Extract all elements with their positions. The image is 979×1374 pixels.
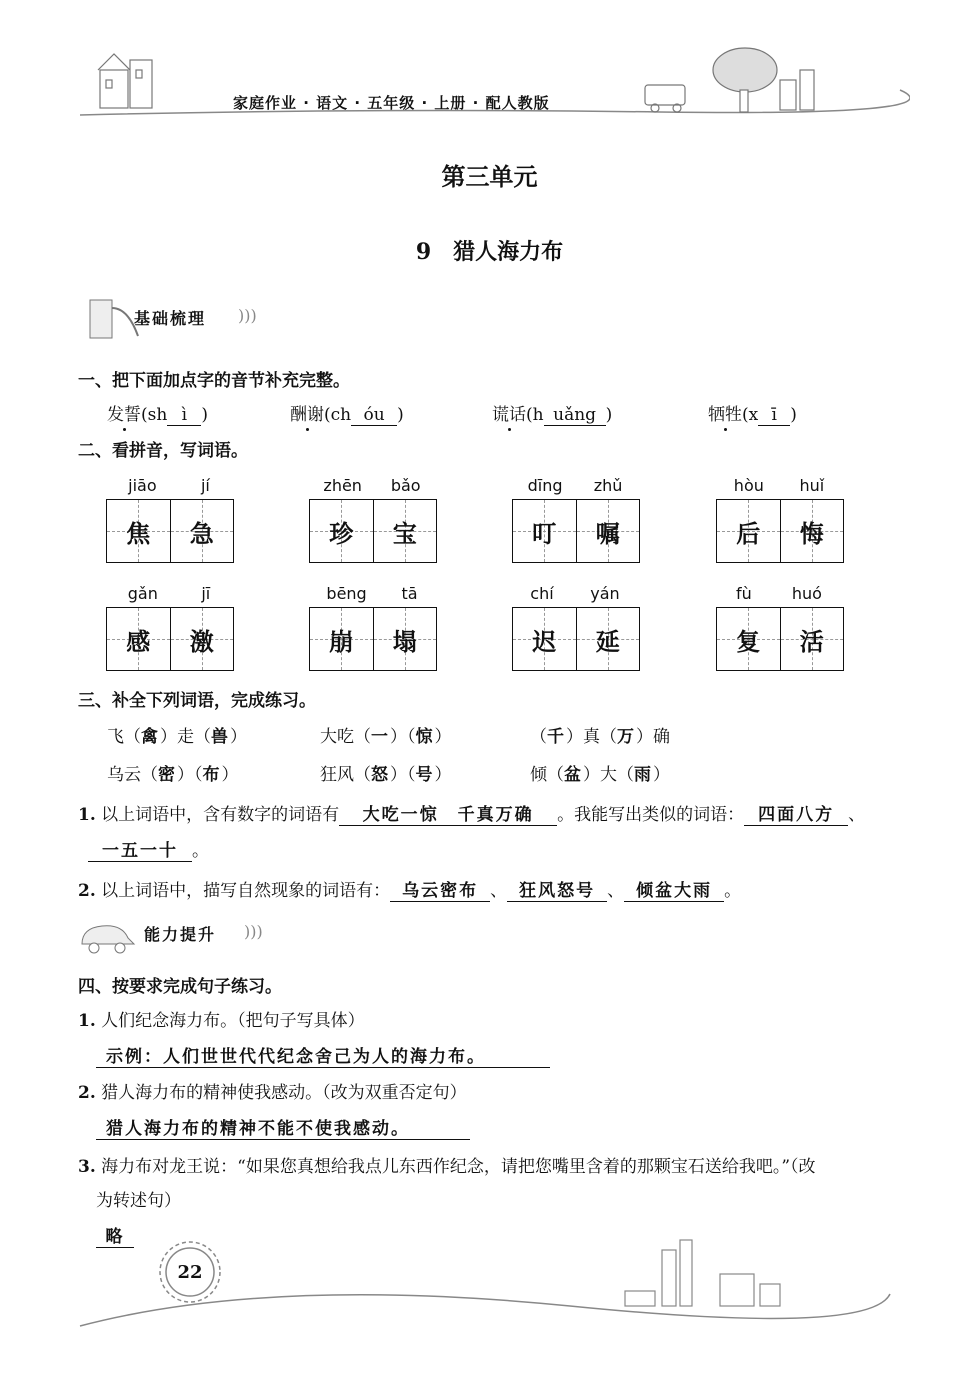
idiom-item: （千）真（万）确: [530, 727, 670, 747]
pinyin: yán: [590, 584, 620, 603]
char-grid: [512, 499, 640, 563]
pinyin-box: [106, 476, 234, 563]
pinyin-box: [716, 476, 844, 563]
q3-sub1: 1. 以上词语中，含有数字的词语有 大吃一惊 千真万确 。我能写出类似的词语： 四面八方 、: [78, 800, 865, 826]
idiom-item: 大吃（一）（惊）: [320, 727, 452, 747]
char: 悔: [799, 518, 824, 548]
house-icon: [98, 54, 152, 108]
car-icon: [645, 85, 685, 112]
char: 延: [595, 626, 620, 656]
pinyin: zhǔ: [593, 476, 623, 495]
header-title-text: 家庭作业 · 语文 · 五年级 · 上册 · 配人教版: [233, 94, 550, 112]
q4-title: 四、按要求完成句子练习。: [78, 977, 282, 997]
pinyin-row: [716, 584, 842, 603]
q1-prefix: h: [532, 405, 544, 425]
char: 急: [189, 518, 214, 548]
unit-title: 第三单元: [441, 162, 538, 191]
q1-item: 谎话(h uǎng ): [492, 405, 613, 425]
char: 崩: [329, 626, 354, 656]
q1-prefix: x: [748, 405, 759, 425]
q1-word: 谎话: [492, 405, 526, 425]
pinyin: bǎo: [390, 476, 421, 495]
pinyin-row: [106, 476, 232, 495]
char-grid: [106, 499, 234, 563]
footer-decoration: [70, 1236, 900, 1336]
badge-arcs: ))): [238, 306, 257, 325]
char: 叮: [532, 518, 557, 548]
pinyin-row: [106, 584, 232, 603]
pinyin: zhēn: [323, 476, 362, 495]
idiom-item: 狂风（怒）（号）: [320, 765, 452, 785]
pinyin: hòu: [733, 476, 764, 495]
q1-item: 发誓(sh ì ): [107, 405, 208, 425]
char: 嘱: [595, 518, 620, 548]
section-badge-ability-label: 能力提升: [144, 925, 217, 944]
char: 珍: [329, 518, 354, 548]
q1-answer: ì: [167, 405, 201, 426]
char-grid: [309, 607, 437, 671]
idiom-item: 乌云（密）（布）: [107, 765, 239, 785]
char: 塌: [392, 626, 417, 656]
tree-icon: [713, 48, 777, 112]
q4-sub2-answer: 猎人海力布的精神不能不使我感动。: [96, 1114, 470, 1140]
q1-answer: ī: [758, 405, 790, 426]
char: 活: [799, 626, 824, 656]
pinyin: chí: [530, 584, 554, 603]
pinyin: jí: [200, 476, 210, 495]
q3-sub2: 2. 以上词语中，描写自然现象的词语有： 乌云密布 、 狂风怒号 、 倾盆大雨 。: [78, 876, 741, 902]
pinyin-box: [309, 584, 437, 671]
pinyin: fù: [736, 584, 752, 603]
pinyin-row: [512, 584, 638, 603]
pinyin-box: [309, 476, 437, 563]
q1-prefix: ch: [330, 405, 352, 425]
char: 宝: [392, 518, 417, 548]
pinyin: tā: [401, 584, 418, 603]
badge-arcs: ))): [244, 922, 263, 941]
q3-title: 三、补全下列词语，完成练习。: [78, 691, 316, 711]
q4-sub3-answer: 略: [96, 1222, 134, 1248]
char-grid: [106, 607, 234, 671]
pinyin: dīng: [527, 476, 563, 495]
char: 迟: [532, 626, 557, 656]
buildings-icon: [780, 70, 814, 110]
lesson-title: 9 猎人海力布: [415, 239, 564, 265]
page-number: 22: [177, 1262, 203, 1283]
pinyin: jī: [201, 584, 211, 603]
q1-prefix: sh: [147, 405, 168, 425]
q1-word: 牺牲: [708, 405, 742, 425]
q4-sub2: 2. 猎人海力布的精神使我感动。（改为双重否定句）: [78, 1083, 467, 1103]
pinyin: gǎn: [127, 584, 158, 603]
section-badge-basic: [88, 298, 278, 338]
section-badge-basic-label: 基础梳理: [134, 309, 207, 328]
pinyin-row: [512, 476, 638, 495]
char-grid: [309, 499, 437, 563]
pinyin-box: [512, 476, 640, 563]
q4-sub1-answer: 示例：人们世世代代纪念舍己为人的海力布。: [96, 1042, 550, 1068]
char-grid: [512, 607, 640, 671]
idiom-item: 飞（禽）走（兽）: [107, 727, 247, 747]
idiom-item: 倾（盆）大（雨）: [530, 765, 670, 785]
header-title: [233, 92, 550, 113]
pinyin-box: [716, 584, 844, 671]
buildings-icon: [625, 1240, 780, 1306]
q1-title: 一、把下面加点字的音节补充完整。: [78, 371, 350, 391]
car-icon: [78, 920, 138, 956]
pinyin: huǐ: [799, 476, 825, 495]
q4-sub3-cont: 为转述句）: [96, 1191, 181, 1211]
pinyin-row: [716, 476, 842, 495]
q1-word: 酬谢: [290, 405, 324, 425]
char-grid: [716, 607, 844, 671]
pinyin: bēng: [326, 584, 367, 603]
header-decoration: [60, 40, 910, 130]
q1-answer: uǎng: [544, 405, 606, 426]
char: 激: [189, 626, 214, 656]
pinyin-row: [309, 584, 435, 603]
char-grid: [716, 499, 844, 563]
q4-sub3: 3. 海力布对龙王说：“如果您真想给我点儿东西作纪念，请把您嘴里含着的那颗宝石送给我吧。”（改: [78, 1157, 816, 1177]
q1-word: 发誓: [107, 405, 141, 425]
q1-answer: óu: [351, 405, 397, 426]
pinyin-row: [309, 476, 435, 495]
section-badge-ability: [78, 912, 278, 956]
pinyin: huó: [791, 584, 822, 603]
q4-sub1: 1. 人们纪念海力布。（把句子写具体）: [78, 1011, 365, 1031]
char: 后: [736, 518, 761, 548]
pinyin-box: [512, 584, 640, 671]
pinyin: jiāo: [128, 476, 157, 495]
q1-item: 牺牲(x ī ): [708, 405, 797, 425]
char: 感: [126, 626, 151, 656]
char: 焦: [126, 518, 151, 548]
q1-item: 酬谢(ch óu ): [290, 405, 404, 425]
q3-sub1-cont: 一五一十 。: [88, 836, 209, 862]
char: 复: [736, 626, 761, 656]
q2-title: 二、看拼音，写词语。: [78, 441, 248, 461]
pinyin-box: [106, 584, 234, 671]
